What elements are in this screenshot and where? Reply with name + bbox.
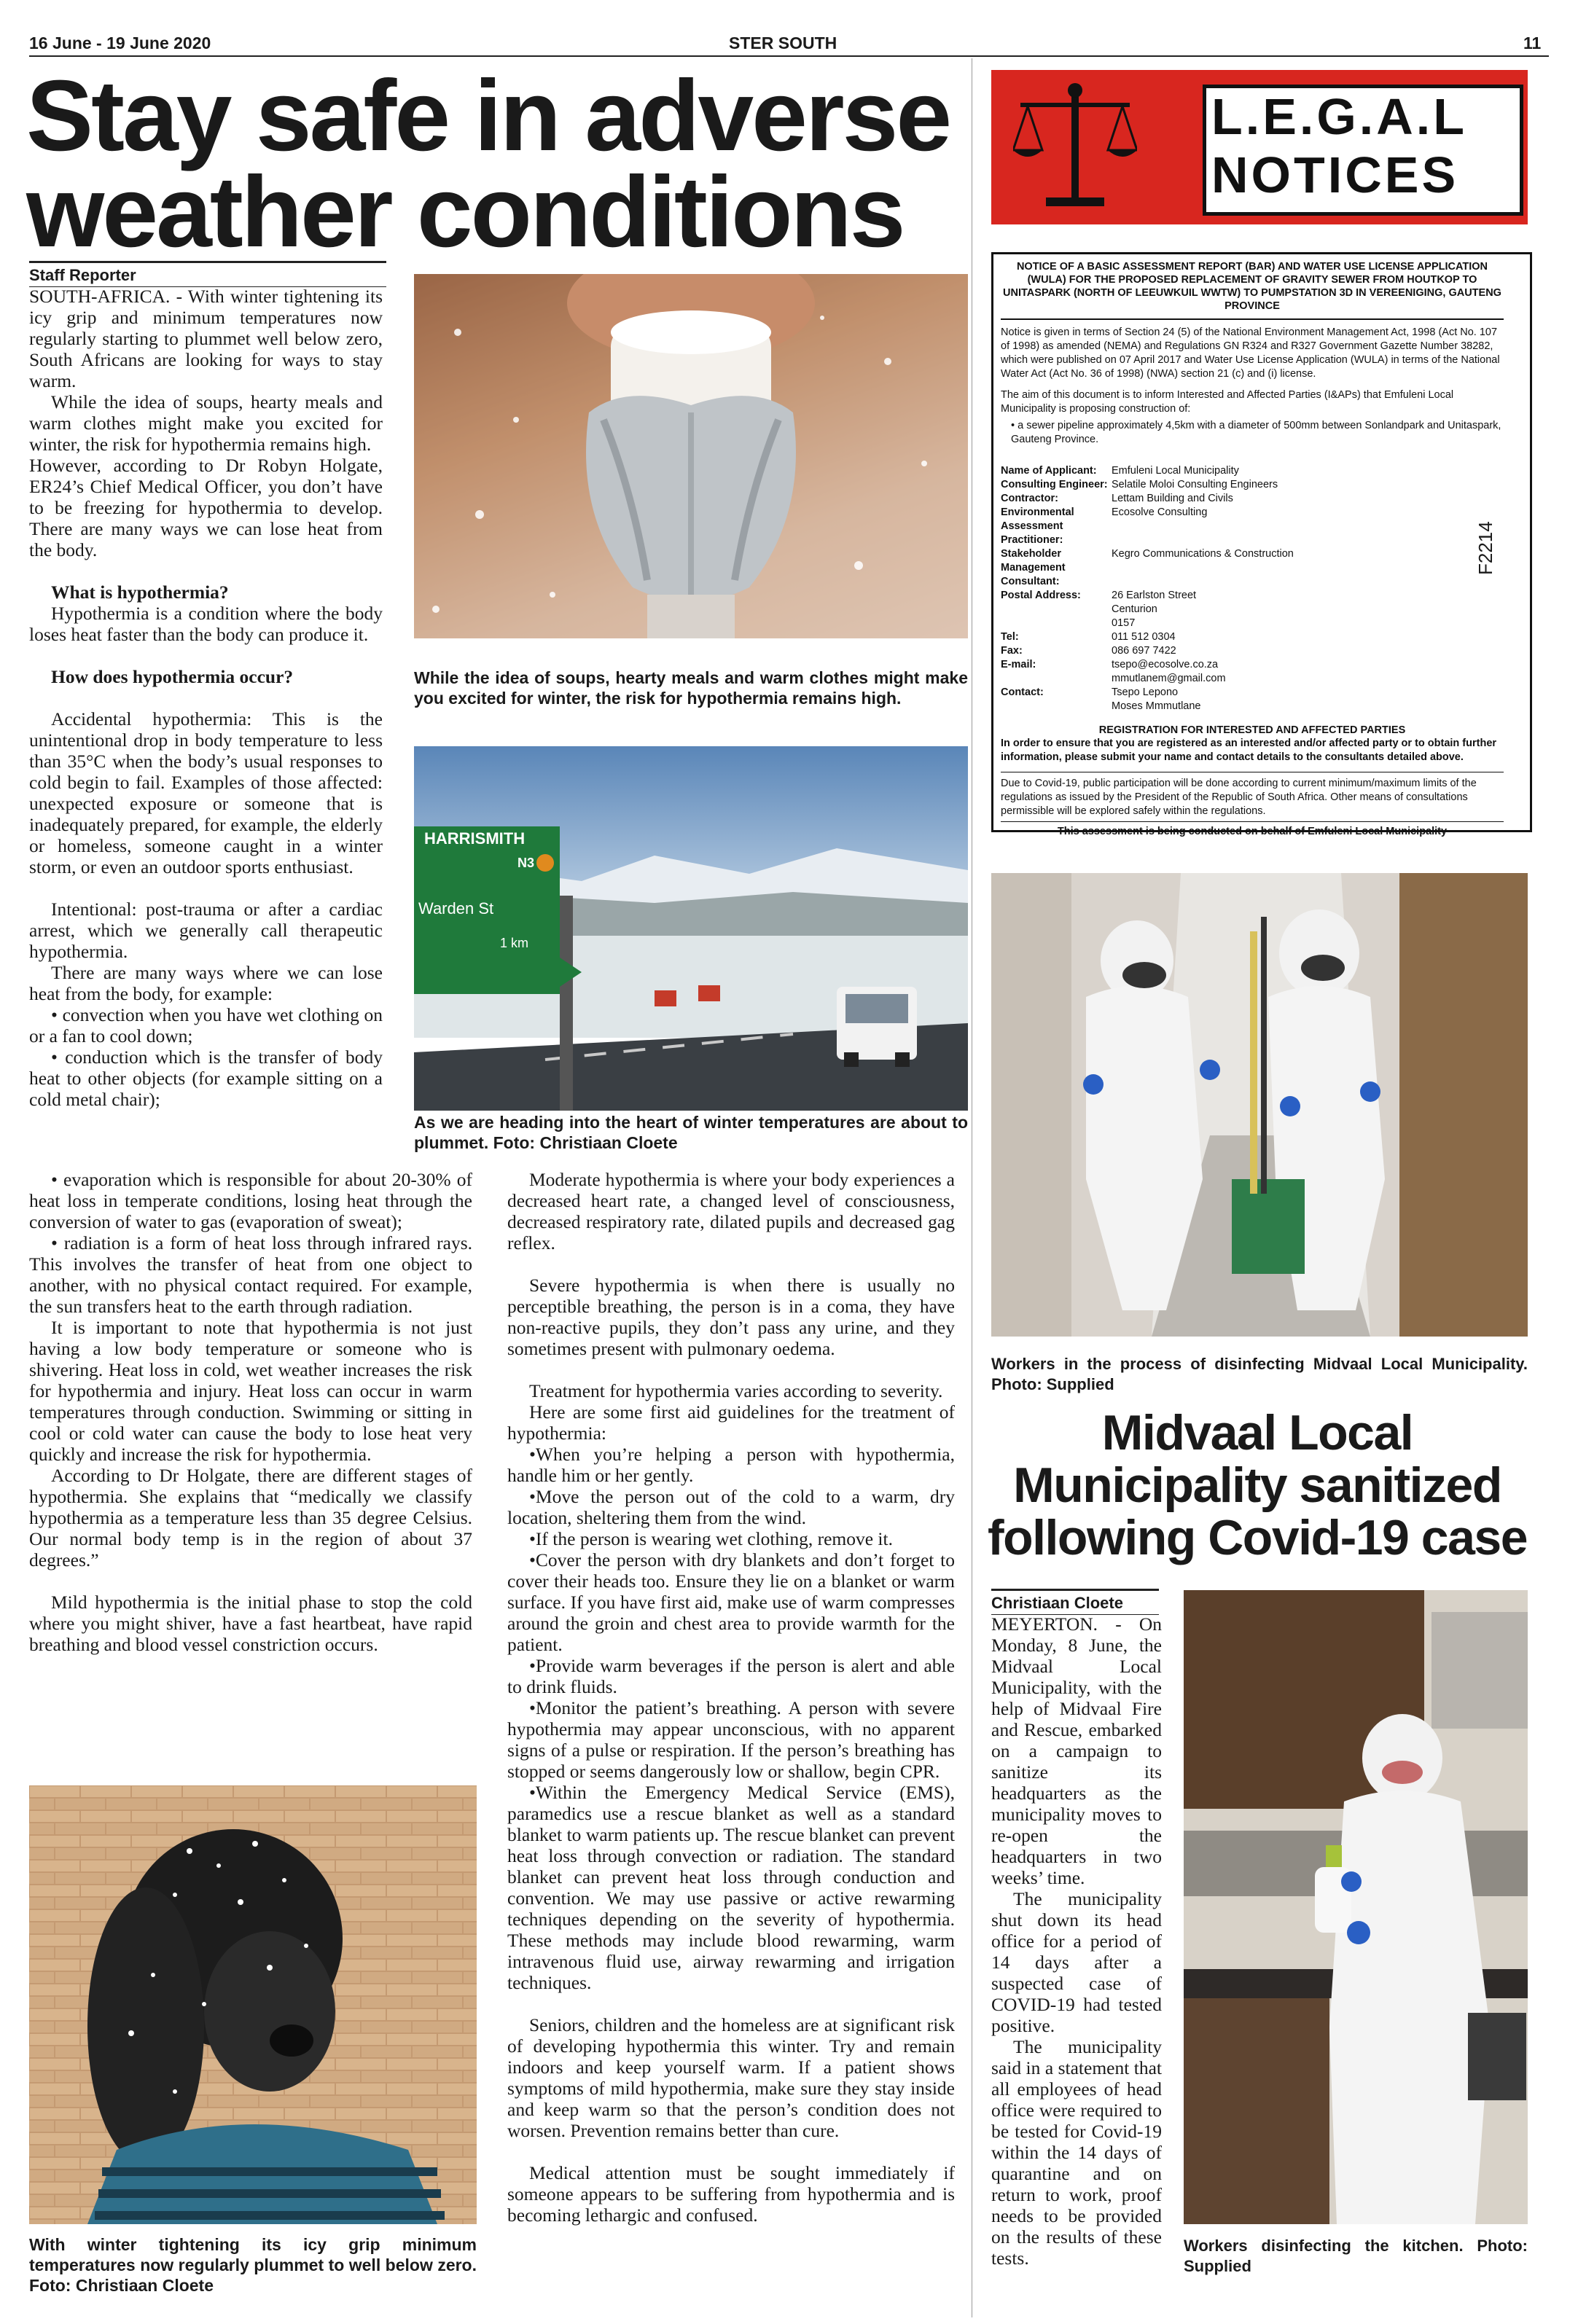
article-paragraph: The municipality said in a statement that all employees of head office were required to be tested for Covid-19 within the 14 days of quarantine and on return to work, proof needs to be provided on the results of these tests. (991, 2036, 1162, 2269)
legal-detail-label: Tel: (1001, 631, 1019, 643)
scales-of-justice-icon (1013, 77, 1137, 216)
legal-detail-row (1001, 464, 1504, 478)
disinfecting-corridor-photo (991, 873, 1528, 1337)
legal-detail-label: Consulting Engineer: (1001, 479, 1108, 490)
article-paragraph: Mild hypothermia is the initial phase to stop the cold where you might shiver, have a fast heartbeat, have rapid breathing and blood vessel constriction occurs. (29, 1592, 472, 1655)
road-photo-caption: As we are heading into the heart of winter temperatures are about to plummet. Foto: Christiaan Cloete (414, 1113, 968, 1152)
legal-notice-details (1001, 464, 1504, 603)
header-rule (29, 55, 1549, 57)
legal-banner-line1: L.E.G.A.L (1211, 88, 1467, 145)
kitchen-photo-caption: Workers disinfecting the kitchen. Photo: Supplied (1184, 2237, 1528, 2275)
article-paragraph: According to Dr Holgate, there are different stages of hypothermia. She explains that “medically we classify hypothermia as a temperature less than 35 degree Celsius. Our normal body temp is in the region of about 37 degrees.” (29, 1465, 472, 1570)
legal-detail-value: 26 Earlston Street (1112, 590, 1197, 601)
article-paragraph: •If the person is wearing wet clothing, remove it. (529, 1528, 893, 1549)
legal-detail-value: 011 512 0304 (1112, 631, 1176, 643)
legal-notice-para2: The aim of this document is to inform Interested and Affected Parties (I&APs) that Emfuleni Local Municipality is proposing construction of: (1001, 389, 1454, 415)
legal-detail-label: Postal Address: (1001, 590, 1081, 601)
legal-covid-text: Due to Covid-19, public participation will be done according to current minimum/maximum limits of the regulations as issued by the President of the Republic of South Africa. Other means of consultations permissible will be explored safely within the regulations. (1001, 778, 1477, 817)
main-article-column-1 (29, 286, 383, 1110)
legal-detail-label: Name of Applicant: (1001, 465, 1097, 477)
gloves-mug-photo (414, 274, 968, 638)
legal-detail-label: Contact: (1001, 686, 1044, 698)
legal-detail-label: Stakeholder Management Consultant: (1001, 548, 1066, 587)
publication-name: STER SOUTH (729, 34, 837, 52)
legal-detail-value: Ecosolve Consulting (1112, 506, 1208, 518)
main-headline-line1: Stay safe in adverse (26, 60, 950, 172)
legal-detail-row (1001, 589, 1504, 603)
legal-detail-value: Lettam Building and Civils (1112, 493, 1233, 504)
article-paragraph: Medical attention must be sought immediately if someone appears to be suffering from hypothermia and is becoming lethargic and confused. (507, 2162, 955, 2226)
article-paragraph: Intentional: post-trauma or after a cardiac arrest, which we generally call therapeutic hypothermia. (29, 899, 383, 962)
legal-detail-value: Emfuleni Local Municipality (1112, 465, 1239, 477)
disinfecting-kitchen-photo (1184, 1590, 1528, 2224)
legal-detail-label (1001, 672, 1112, 686)
gloves-photo-caption: While the idea of soups, hearty meals and warm clothes might make you excited for winter, the risk for hypothermia remains high. (414, 668, 968, 708)
poodle-photo (29, 1785, 477, 2224)
legal-detail-row (1001, 658, 1504, 672)
legal-notice-code: F2214 (1475, 521, 1496, 575)
article-paragraph: Severe hypothermia is when there is usually no perceptible breathing, the person is in a coma, they have non-reactive pupils, they don’t pass any urine, and they sometimes present with pulmonary oedema. (507, 1275, 955, 1359)
corridor-photo-caption: Workers in the process of disinfecting Midvaal Local Municipality. Photo: Supplied (991, 1355, 1528, 1393)
article-paragraph: Here are some first aid guidelines for the treatment of hypothermia: (507, 1401, 955, 1444)
legal-detail-row (1001, 547, 1504, 589)
harrismith-road-photo (414, 746, 968, 1111)
midvaal-article-body (991, 1613, 1162, 2269)
article-paragraph: While the idea of soups, hearty meals and warm clothes might make you excited for winter, the risk for hypothermia remains high. (29, 391, 383, 455)
article-paragraph: MEYERTON. - On Monday, 8 June, the Midvaal Local Municipality, with the help of Midvaal Fire and Rescue, embarked on a campaign to sanitize its headquarters as the municipality moves to re-open the headquarters in two weeks’ time. (991, 1613, 1162, 1888)
article-paragraph: SOUTH-AFRICA. - With winter tightening its icy grip and minimum temperatures now regularly starting to plummet well below zero, South Africans are looking for ways to stay warm. (29, 286, 383, 391)
legal-notice-bullet: • a sewer pipeline approximately 4,5km with a diameter of 500mm between Sonlandpark and Unitaspark, Gauteng Province. (1011, 420, 1501, 445)
article-paragraph: •Cover the person with dry blankets and don’t forget to cover their heads too. Ensure they lie on a blanket or warm surface. If you have first aid, make use of warm compresses around the groin and chest area to provide warmth for the patient. (507, 1549, 955, 1655)
midvaal-headline (977, 1406, 1538, 1564)
article-paragraph: • conduction which is the transfer of body heat to other objects (for example sitting on a cold metal chair); (29, 1046, 383, 1110)
legal-detail-value: 086 697 7422 (1112, 645, 1176, 657)
road-sign-street: Warden St (418, 899, 494, 918)
legal-detail-label: Environmental Assessment Practitioner: (1001, 506, 1074, 546)
legal-detail-value: tsepo@ecosolve.co.za (1112, 659, 1219, 670)
article-paragraph: • radiation is a form of heat loss through infrared rays. This involves the transfer of heat from one object to another, with no physical contact required. For example, the sun transfers heat to the earth through radiation. (29, 1232, 472, 1317)
legal-detail-row (1001, 630, 1504, 644)
poodle-photo-caption: With winter tightening its icy grip minimum temperatures now regularly plummet to well below zero. Foto: Christiaan Cloete (29, 2235, 477, 2295)
article-paragraph: • evaporation which is responsible for about 20-30% of heat loss in temperate conditions, losing heat through the conversion of water to gas (evaporation of sweat); (29, 1169, 472, 1232)
article-paragraph: •Move the person out of the cold to a warm, dry location, sheltering them from the wind. (507, 1486, 955, 1528)
legal-detail-row (1001, 492, 1504, 506)
article-paragraph: However, according to Dr Robyn Holgate, ER24’s Chief Medical Officer, you don’t have to be freezing for hypothermia to develop. There are many ways we can lose heat from the body. (29, 455, 383, 560)
article-paragraph: • convection when you have wet clothing on or a fan to cool down; (29, 1004, 383, 1046)
main-byline: Staff Reporter (29, 261, 386, 287)
article-paragraph: What is hypothermia? (51, 582, 229, 603)
legal-notice-para1: Notice is given in terms of Section 24 (5) of the National Environment Management Act, 1998 (Act No. 107 of 1998) as amended (NEMA) and Regulations GN R324 and R327 Government Gazette Number 38282, which were published on 07 April 2017 and Water Use License Application (WULA) in terms of the National Water Act (Act No. 36 of 1998) (NWA) section 21 (c) and (i) license. (1001, 326, 1500, 380)
article-paragraph: It is important to note that hypothermia is not just having a low body temperature or someone who is shivering. Heat loss in cold, wet weather increases the risk for hypothermia and injury. Heat loss can occur in warm temperatures through conduction. Swimming or sitting in cool or cold water can cause the body to lose heat very quickly and increase the risk for hypothermia. (29, 1317, 472, 1465)
article-paragraph: Accidental hypothermia: This is the unintentional drop in body temperature to less than 35°C when the body’s usual responses to cold begin to fail. Examples of those affected: unexpected exposure or someone that is inadequately prepared, for example, the elderly or homeless, someone caught in a winter storm, or even an outdoor sports enthusiast. (29, 708, 383, 877)
road-sign-route: N3 (517, 856, 535, 870)
page-number: 11 (1523, 34, 1542, 52)
article-paragraph: •Monitor the patient’s breathing. A person with severe hypothermia may appear unconscious, with no apparent signs of a pulse or respiration. If the person’s breathing has stopped or seems dangerously low or shallow, begin CPR. (507, 1697, 955, 1782)
article-paragraph: Seniors, children and the homeless are at significant risk of developing hypothermia this winter. Try and remain indoors and keep yourself warm. If a patient shows symptoms of mild hypothermia, make sure they stay inside and keep warm so that the person’s condition does not worsen. Prevention remains better than cure. (507, 2014, 955, 2141)
legal-detail-row (1001, 686, 1504, 700)
road-sign-town: HARRISMITH (424, 829, 526, 848)
legal-detail-row (1001, 700, 1504, 713)
legal-footer: This assessment is being conducted on behalf of Emfuleni Local Municipality (1057, 826, 1448, 837)
midvaal-headline-line3: following Covid-19 case (987, 1510, 1528, 1565)
legal-detail-label: Fax: (1001, 645, 1023, 657)
legal-notice-title: NOTICE OF A BASIC ASSESSMENT REPORT (BAR) AND WATER USE LICENSE APPLICATION (WULA) FOR THE PROPOSED REPLACEMENT OF GRAVITY SEWER FROM HOUTKOP TO UNITASPARK (NORTH OF LEEUWKUIL WWTW) TO PUMPSTATION 3D IN VEREENIGING, GAUTENG PROVINCE (1003, 261, 1501, 312)
legal-detail-value: Kegro Communications & Construction (1112, 548, 1294, 560)
main-headline-line2: weather conditions (26, 156, 904, 268)
legal-detail-value: Moses Mmmutlane (1112, 700, 1201, 712)
legal-notices-banner (991, 70, 1528, 224)
legal-detail-value: Selatile Moloi Consulting Engineers (1112, 479, 1278, 490)
legal-notice-contacts (1001, 630, 1504, 713)
article-paragraph: Hypothermia is a condition where the body loses heat faster than the body can produce it. (29, 603, 383, 645)
legal-detail-value: Tsepo Lepono (1112, 686, 1179, 698)
article-paragraph: There are many ways where we can lose heat from the body, for example: (29, 962, 383, 1004)
legal-detail-row (1001, 644, 1504, 658)
article-paragraph: •Provide warm beverages if the person is alert and able to drink fluids. (507, 1655, 955, 1697)
legal-detail-row (1001, 672, 1504, 686)
legal-registration-text: In order to ensure that you are registered as an interested and/or affected party or to obtain further information, please submit your name and contact details to the consultants detailed above. (1001, 738, 1497, 763)
midvaal-headline-line2: Municipality sanitized (1013, 1458, 1501, 1513)
issue-date: 16 June - 19 June 2020 (29, 34, 211, 52)
legal-detail-label (1001, 700, 1112, 713)
legal-registration-title: REGISTRATION FOR INTERESTED AND AFFECTED PARTIES (1098, 724, 1406, 736)
road-sign-distance: 1 km (500, 936, 529, 950)
article-paragraph: Moderate hypothermia is where your body experiences a decreased heart rate, a changed level of consciousness, decreased respiratory rate, dilated pupils and decreased gag reflex. (507, 1169, 955, 1253)
midvaal-headline-line1: Midvaal Local (1101, 1405, 1413, 1460)
main-article-column-2 (507, 1169, 955, 2226)
legal-notice-box (991, 252, 1532, 837)
legal-banner-line2: NOTICES (1211, 146, 1459, 203)
legal-detail-label: Contractor: (1001, 493, 1058, 504)
article-paragraph: How does hypothermia occur? (51, 666, 294, 687)
midvaal-byline: Christiaan Cloete (991, 1589, 1159, 1615)
legal-detail-value: mmutlanem@gmail.com (1112, 673, 1226, 684)
legal-address-line: 0157 (1112, 617, 1136, 629)
legal-address-line: Centurion (1112, 603, 1157, 615)
article-paragraph: •When you’re helping a person with hypothermia, handle him or her gently. (507, 1444, 955, 1486)
article-paragraph: Treatment for hypothermia varies according to severity. (529, 1380, 943, 1401)
main-article-column-1-lower (29, 1169, 472, 1655)
legal-detail-label: E-mail: (1001, 659, 1036, 670)
article-paragraph: •Within the Emergency Medical Service (EMS), paramedics use a rescue blanket as well as a standard blanket to warm patients up. The rescue blanket can prevent heat loss through convection or radiation. The standard blanket can prevent heat loss through conduction and convention. We may use passive or active rewarming techniques depending on the severity of hypothermia. These methods may include blood rewarming, warm intravenous fluid use, airway rewarming and irrigation techniques. (507, 1782, 955, 1993)
legal-detail-row (1001, 506, 1504, 547)
legal-detail-row (1001, 478, 1504, 492)
article-paragraph: The municipality shut down its head office for a period of 14 days after a suspected case of COVID-19 had tested positive. (991, 1888, 1162, 2036)
